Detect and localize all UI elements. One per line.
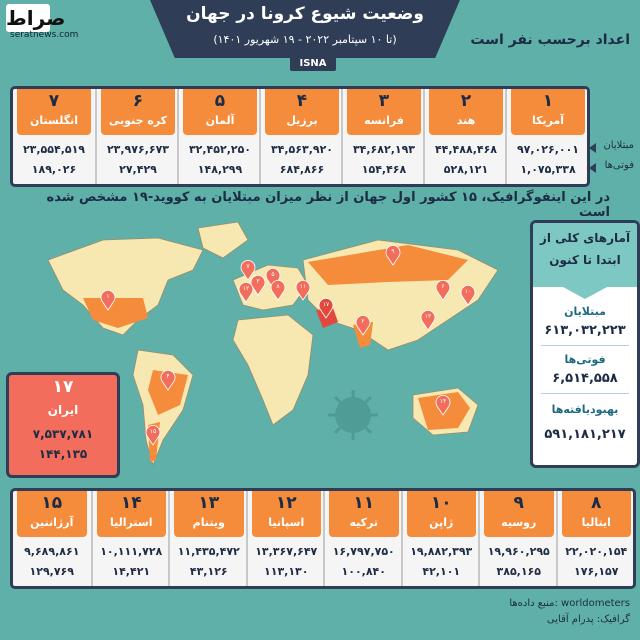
country-rank: ۱۴ <box>120 493 142 513</box>
country-header <box>484 491 554 537</box>
country-infected: ۱۱,۴۳۵,۴۷۲ <box>177 545 240 558</box>
country-header <box>174 491 244 537</box>
country-rank: ۷ <box>48 91 60 111</box>
country-card <box>341 89 425 184</box>
country-name: آلمان <box>205 114 235 127</box>
total-infected-label: مبتلایان <box>564 305 606 318</box>
usa-highlight <box>83 298 148 328</box>
total-infected-value: ۶۱۳,۰۳۲,۲۲۳ <box>544 323 626 338</box>
bottom-countries-row <box>10 488 636 589</box>
country-rank: ۱۲ <box>275 493 297 513</box>
country-card <box>177 89 261 184</box>
map-pin-label: ۷ <box>246 263 250 270</box>
top-countries-row <box>10 86 590 187</box>
country-header <box>511 89 585 135</box>
map-pin-label: ۲ <box>361 318 365 325</box>
country-rank: ۱۵ <box>41 493 63 513</box>
map-pin-label: ۱۳ <box>424 313 432 320</box>
site-logo: صراط <box>6 6 66 30</box>
country-header <box>407 491 477 537</box>
map-pin-label: ۴ <box>166 373 170 380</box>
country-header <box>17 89 91 135</box>
country-deaths: ۱۴,۴۲۱ <box>112 565 151 578</box>
country-header <box>97 491 167 537</box>
country-rank: ۲ <box>460 91 472 111</box>
divider <box>541 345 629 346</box>
country-header <box>429 89 503 135</box>
page-subtitle: (تا ۱۰ سپتامبر ۲۰۲۲ - ۱۹ شهریور ۱۴۰۱) <box>213 33 397 46</box>
country-infected: ۱۳,۳۶۷,۶۴۷ <box>255 545 318 558</box>
country-deaths: ۱۷۶,۱۵۷ <box>574 565 619 578</box>
country-name: آمریکا <box>531 114 565 127</box>
iran-infected: ۷,۵۳۷,۷۸۱ <box>32 427 94 441</box>
country-rank: ۸ <box>591 493 602 513</box>
country-name: انگلستان <box>30 114 78 127</box>
country-card <box>246 491 326 586</box>
country-name: ویتنام <box>192 516 225 529</box>
down-arrow-icon <box>563 287 607 299</box>
country-infected: ۱۰,۱۱۱,۷۲۸ <box>100 545 163 558</box>
country-card <box>91 491 171 586</box>
map-pin-label: ۳ <box>256 278 260 285</box>
country-rank: ۱ <box>542 91 554 111</box>
map-pin-label: ۸ <box>276 283 280 290</box>
total-recovered-value: ۵۹۱,۱۸۱,۲۱۷ <box>544 427 626 442</box>
country-name: ژاپن <box>429 516 454 529</box>
map-pin-label: ۹ <box>391 248 395 255</box>
country-card <box>259 89 343 184</box>
map-pin-label: ۱ <box>106 293 110 300</box>
map-pin-label: ۶ <box>441 283 445 290</box>
country-deaths: ۳۸۵,۱۶۵ <box>496 565 541 578</box>
map-pin-label: ۱۵ <box>149 428 157 435</box>
country-deaths: ۱۲۹,۷۶۹ <box>29 565 74 578</box>
country-card <box>95 89 179 184</box>
country-card <box>423 89 507 184</box>
country-rank: ۱۱ <box>353 493 375 513</box>
country-rank: ۱۰ <box>430 493 452 513</box>
country-name: برزیل <box>286 114 318 127</box>
country-infected: ۲۳,۹۷۶,۶۷۳ <box>106 143 170 156</box>
country-name: استرالیا <box>110 516 153 529</box>
deaths-row-label: فوتی‌ها <box>604 160 634 171</box>
country-infected: ۹,۶۸۹,۸۶۱ <box>24 545 80 558</box>
country-infected: ۳۴,۵۶۳,۹۲۰ <box>270 143 334 156</box>
total-deaths-label: فوتی‌ها <box>564 353 606 366</box>
country-infected: ۱۹,۹۶۰,۲۹۵ <box>487 545 550 558</box>
country-header <box>17 491 87 537</box>
country-rank: ۴ <box>296 91 308 111</box>
country-deaths: ۴۲,۱۰۱ <box>422 565 461 578</box>
country-infected: ۲۳,۵۵۴,۵۱۹ <box>22 143 86 156</box>
totals-panel <box>530 220 640 468</box>
iran-callout <box>6 372 120 478</box>
country-card <box>323 491 403 586</box>
divider <box>541 393 629 394</box>
country-card <box>505 89 589 184</box>
country-deaths: ۱۴۸,۲۹۹ <box>197 163 243 176</box>
country-deaths: ۶۸۴,۸۶۶ <box>279 163 325 176</box>
country-header <box>265 89 339 135</box>
country-infected: ۲۲,۰۲۰,۱۵۴ <box>565 545 628 558</box>
country-infected: ۹۷,۰۲۶,۰۰۱ <box>516 143 580 156</box>
country-deaths: ۱۸۹,۰۲۶ <box>31 163 77 176</box>
totals-heading-line2: ابتدا تا کنون <box>549 253 621 267</box>
country-card <box>556 491 636 586</box>
country-header <box>101 89 175 135</box>
country-deaths: ۲۷,۴۲۹ <box>119 163 157 176</box>
country-infected: ۱۶,۷۹۷,۷۵۰ <box>332 545 395 558</box>
country-rank: ۵ <box>214 91 226 111</box>
map-pin-label: ۱۰ <box>464 288 472 295</box>
map-pin-label: ۱۷ <box>322 301 330 308</box>
country-deaths: ۴۳,۱۲۶ <box>189 565 228 578</box>
iran-rank: ۱۷ <box>52 377 74 397</box>
site-url: seratnews.com <box>10 30 79 40</box>
country-name: روسیه <box>501 516 537 529</box>
country-card <box>13 89 95 184</box>
country-name: کره جنوبی <box>108 114 168 127</box>
country-deaths: ۱,۰۷۵,۳۳۸ <box>520 163 576 176</box>
description-text: در این اینفوگرافیک، ۱۵ کشور اول جهان از نظر میزان مبتلایان به کووید-۱۹ مشخص شده است <box>46 190 610 220</box>
country-name: ترکیه <box>349 516 379 529</box>
iran-name: ایران <box>47 403 79 417</box>
country-rank: ۹ <box>513 493 524 513</box>
deaths-pointer-icon <box>589 163 596 173</box>
infected-pointer-icon <box>589 143 596 153</box>
country-infected: ۱۹,۸۸۲,۳۹۳ <box>410 545 473 558</box>
page-title: وضعیت شیوع کرونا در جهان <box>186 4 424 24</box>
country-rank: ۱۳ <box>198 493 220 513</box>
data-source: منبع داده‌ها: worldometers <box>509 598 630 609</box>
country-header <box>183 89 257 135</box>
country-name: هند <box>456 114 476 127</box>
country-name: ایتالیا <box>581 516 611 529</box>
africa-shape <box>233 315 313 425</box>
virus-icon <box>328 390 378 440</box>
country-deaths: ۱۰۰,۸۴۰ <box>341 565 386 578</box>
country-card <box>168 491 248 586</box>
country-infected: ۳۲,۴۵۲,۲۵۰ <box>188 143 252 156</box>
country-card <box>478 491 558 586</box>
totals-heading-line1: آمارهای کلی از <box>539 231 631 245</box>
country-header <box>347 89 421 135</box>
map-pin-label: ۱۴ <box>439 398 447 405</box>
country-header <box>329 491 399 537</box>
country-header <box>252 491 322 537</box>
map-pin-label: ۵ <box>271 271 275 278</box>
greenland-shape <box>198 222 248 258</box>
iran-deaths: ۱۴۴,۱۳۵ <box>38 447 88 461</box>
country-name: فرانسه <box>364 114 404 127</box>
infected-row-label: مبتلایان <box>603 140 634 151</box>
map-pin-label: ۱۲ <box>242 285 250 292</box>
agency-badge: ISNA <box>290 56 336 71</box>
country-header <box>562 491 632 537</box>
country-name: آرژانتین <box>30 516 74 529</box>
map-pin-label: ۱۱ <box>299 283 307 290</box>
total-deaths-value: ۶,۵۱۴,۵۵۸ <box>552 371 618 386</box>
country-card <box>13 491 91 586</box>
country-name: اسپانیا <box>268 516 305 529</box>
country-rank: ۳ <box>378 91 390 111</box>
country-card <box>401 491 481 586</box>
units-note: اعداد برحسب نفر است <box>470 32 630 48</box>
country-rank: ۶ <box>132 91 144 111</box>
graphic-credit: گرافیک: پدرام آقایی <box>546 614 630 625</box>
country-deaths: ۵۲۸,۱۲۱ <box>443 163 489 176</box>
country-infected: ۴۴,۴۸۸,۴۶۸ <box>434 143 498 156</box>
total-recovered-label: بهبودیافته‌ها <box>551 403 619 416</box>
country-infected: ۳۴,۶۸۲,۱۹۳ <box>352 143 416 156</box>
country-deaths: ۱۱۳,۱۳۰ <box>264 565 309 578</box>
country-deaths: ۱۵۴,۴۶۸ <box>361 163 407 176</box>
